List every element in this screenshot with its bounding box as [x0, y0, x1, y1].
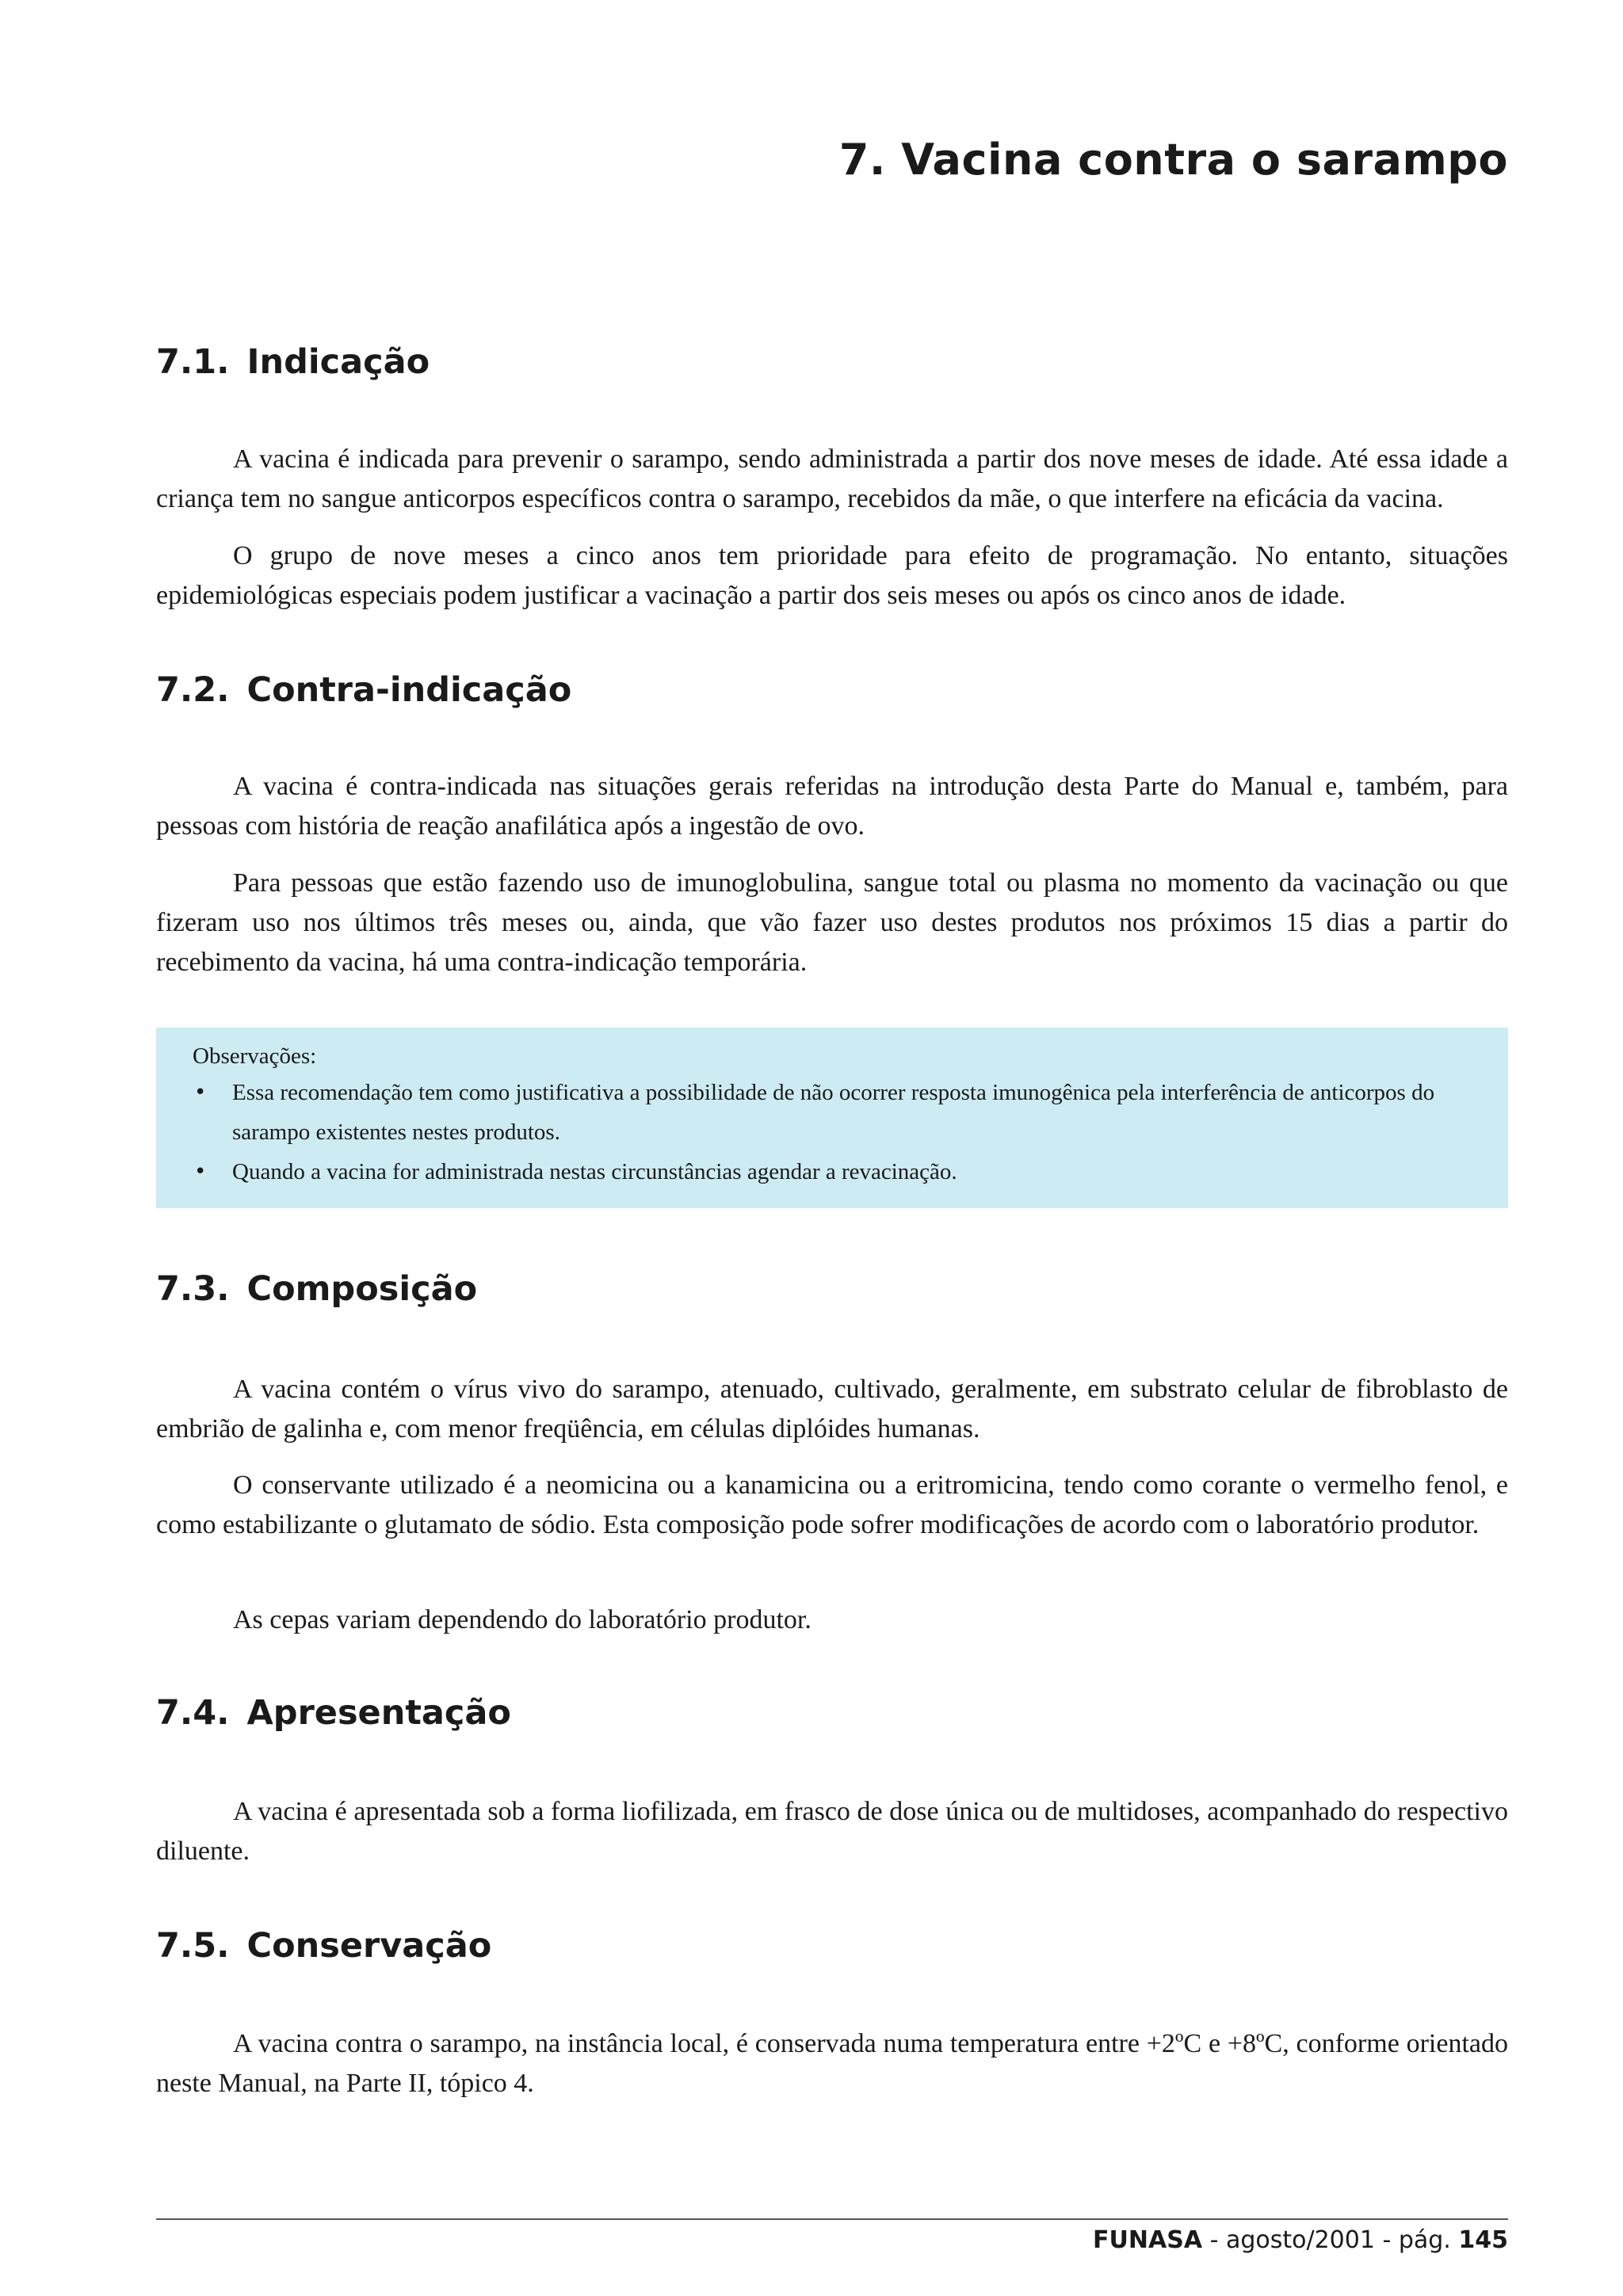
page-number: 145 — [1458, 2226, 1508, 2254]
section-number: 7.4. — [156, 1693, 230, 1733]
paragraph: A vacina é indicada para prevenir o sarampo, sendo administrada a partir dos nove meses de idade. Até essa idade a criança tem no sangue anticorpos específicos contra o sarampo, recebidos da mãe, o que interfere na eficácia da vacina. — [156, 444, 1508, 513]
section-heading-contra-indicacao — [156, 670, 571, 710]
paragraph: O conservante utilizado é a neomicina ou a kanamicina ou a eritromicina, tendo como corante o vermelho fenol, e como estabilizante o glutamato de sódio. Esta composição pode sofrer modificações de acordo com o laboratório produtor. — [156, 1470, 1508, 1539]
section-heading-composicao — [156, 1269, 477, 1309]
section-title-text: Contra-indicação — [246, 670, 572, 710]
paragraph: A vacina contém o vírus vivo do sarampo, atenuado, cultivado, geralmente, em substrato celular de fibroblasto de embrião de galinha e, com menor freqüência, em células diplóides humanas. — [156, 1375, 1508, 1444]
bullet-icon: • — [194, 1160, 207, 1184]
section-heading-apresentacao — [156, 1693, 511, 1733]
paragraph: A vacina contra o sarampo, na instância local, é conservada numa temperatura entre +2ºC e +8ºC, conforme orientado neste Manual, na Parte II, tópico 4. — [156, 2029, 1508, 2098]
footer-org: FUNASA — [1093, 2226, 1203, 2254]
section-title-text: Apresentação — [246, 1693, 511, 1733]
section-title-text: Indicação — [246, 342, 430, 382]
section-heading-conservacao — [156, 1926, 491, 1966]
observation-item — [194, 1152, 1484, 1192]
paragraph: Para pessoas que estão fazendo uso de imunoglobulina, sangue total ou plasma no momento da vacinação ou que fizeram uso nos últimos três meses ou, ainda, que vão fazer uso destes produtos nos próximos 15 dias a partir do recebimento da vacina, há uma contra-indicação temporária. — [156, 868, 1508, 977]
observation-text: Quando a vacina for administrada nestas circunstâncias agendar a revacinação. — [232, 1159, 957, 1184]
footer-date: - agosto/2001 - pág. — [1202, 2226, 1459, 2254]
section-number: 7.3. — [156, 1269, 230, 1309]
bullet-icon: • — [194, 1081, 207, 1104]
paragraph: As cepas variam dependendo do laboratório produtor. — [233, 1605, 812, 1634]
section-number: 7.2. — [156, 670, 230, 710]
observation-item — [194, 1073, 1484, 1152]
paragraph: A vacina é apresentada sob a forma liofilizada, em frasco de dose única ou de multidoses, acompanhado do respectivo diluente. — [156, 1797, 1508, 1866]
section-number: 7.5. — [156, 1926, 230, 1966]
page-footer — [1093, 2226, 1508, 2254]
chapter-title: 7. Vacina contra o sarampo — [838, 135, 1508, 185]
observations-title: Observações: — [193, 1043, 317, 1069]
observations-box — [156, 1028, 1508, 1208]
section-heading-indicacao — [156, 342, 430, 382]
paragraph: A vacina é contra-indicada nas situações gerais referidas na introdução desta Parte do Manual e, também, para pessoas com história de reação anafilática após a ingestão de ovo. — [156, 772, 1508, 841]
section-title-text: Conservação — [246, 1926, 492, 1966]
paragraph: O grupo de nove meses a cinco anos tem prioridade para efeito de programação. No entanto, situações epidemiológicas especiais podem justificar a vacinação a partir dos seis meses ou após os cinco anos de idade. — [156, 541, 1508, 610]
footer-divider — [156, 2218, 1508, 2220]
observation-text: Essa recomendação tem como justificativa a possibilidade de não ocorrer resposta imunogênica pela interferência de anticorpos do sarampo existentes nestes produtos. — [232, 1080, 1435, 1145]
section-number: 7.1. — [156, 342, 230, 382]
section-title-text: Composição — [246, 1269, 478, 1309]
